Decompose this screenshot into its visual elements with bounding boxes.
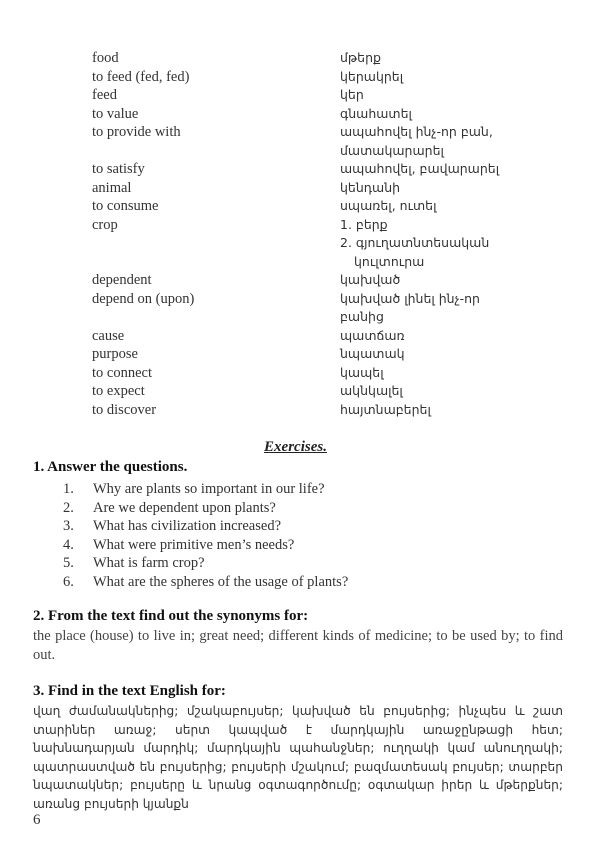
vocabulary-armenian-line: կեր: [340, 87, 364, 102]
vocabulary-row: [92, 68, 552, 87]
vocabulary-armenian-line: կապել: [340, 364, 384, 380]
vocabulary-english: to expect: [92, 383, 145, 399]
exercises-title: [0, 439, 607, 456]
question-list: [63, 480, 348, 591]
vocabulary-armenian: [340, 49, 552, 68]
question-number: 5.: [63, 555, 74, 571]
vocabulary-row: [92, 86, 552, 105]
vocabulary-armenian: [340, 290, 552, 327]
vocabulary-english: crop: [92, 216, 118, 233]
vocabulary-armenian: [340, 123, 552, 160]
question-text: What is farm crop?: [93, 555, 205, 571]
vocabulary-armenian: [340, 105, 552, 124]
vocabulary-english: to value: [92, 105, 139, 122]
vocabulary-armenian: [340, 86, 552, 105]
vocabulary-english: dependent: [92, 272, 152, 288]
vocabulary-row: [92, 290, 552, 327]
vocabulary-row: [92, 49, 552, 68]
vocabulary-row: [92, 197, 552, 216]
exercise-2-heading: 2. From the text find out the synonyms for:: [33, 608, 309, 624]
exercise-3-body: վաղ ժամանակներից; մշակաբույսեր; կախված են բույսերից; ինչպես և շատ տարիներ առաջ; սերտ կապված է մարդկային առաջընթացի հետ; նախնադարյան մարդիկ; մարդկային պահանջներ; ուղղակի կամ անուղղակի; պատրաստված են բույսերից; բույսերի մշակում; բազմատեսակ բույսեր; տարբեր նպատակներ; բույսերը և նրանց օգտագործումը; օգտակար իրեր և մթերքներ; առանց բույսերի կյանքն: [33, 704, 563, 811]
vocabulary-armenian: [340, 327, 552, 346]
exercise-2-body: the place (house) to live in; great need; different kinds of medicine; to be used by; to find out.: [33, 628, 563, 663]
vocabulary-english: to satisfy: [92, 161, 145, 177]
vocabulary-armenian-line: պատճառ: [340, 327, 405, 343]
vocabulary-armenian: [340, 68, 552, 87]
vocabulary-armenian-line: կերակրել: [340, 68, 404, 84]
question-number: 6.: [63, 573, 74, 590]
vocabulary-row: [92, 271, 552, 290]
question-number: 1.: [63, 481, 74, 497]
question-number: 2.: [63, 499, 74, 516]
vocabulary-armenian-line: մատակարարել: [340, 142, 444, 158]
vocabulary-english: feed: [92, 87, 117, 103]
vocabulary-armenian-line: կախված: [340, 272, 401, 287]
exercises-title-text: Exercises.: [264, 439, 327, 455]
vocabulary-armenian-line: սպառել, ուտել: [340, 198, 437, 213]
vocabulary-english: purpose: [92, 346, 138, 362]
vocabulary-armenian-line: 1. բերք: [340, 216, 388, 232]
vocabulary-english: to provide with: [92, 124, 181, 140]
vocabulary-list: [92, 49, 552, 419]
question-text: Why are plants so important in our life?: [93, 481, 325, 497]
vocabulary-row: [92, 327, 552, 346]
question-item: [63, 554, 348, 573]
vocabulary-row: [92, 105, 552, 124]
vocabulary-row: [92, 364, 552, 383]
vocabulary-row: [92, 345, 552, 364]
question-item: [63, 480, 348, 499]
vocabulary-row: [92, 216, 552, 272]
vocabulary-armenian-line: գնահատել: [340, 105, 412, 121]
vocabulary-armenian-line: կենդանի: [340, 179, 401, 195]
vocabulary-armenian: [340, 160, 552, 179]
question-item: [63, 536, 348, 555]
vocabulary-row: [92, 123, 552, 160]
vocabulary-armenian: [340, 271, 552, 290]
vocabulary-armenian-line: կուլտուրա: [354, 253, 425, 269]
vocabulary-armenian-line: մթերք: [340, 50, 381, 65]
vocabulary-english: to discover: [92, 401, 157, 418]
vocabulary-armenian-line: ակնկալել: [340, 383, 403, 398]
question-number: 3.: [63, 518, 74, 534]
vocabulary-armenian: [340, 382, 552, 401]
vocabulary-armenian: [340, 401, 552, 420]
question-text: What has civilization increased?: [93, 518, 282, 534]
vocabulary-armenian-line: կախված լինել ինչ-որ: [340, 290, 480, 306]
vocabulary-armenian-line: 2. գյուղատնտեսական: [340, 235, 490, 250]
vocabulary-english: to consume: [92, 198, 159, 214]
question-number: 4.: [63, 536, 74, 553]
vocabulary-english: cause: [92, 327, 125, 344]
vocabulary-armenian-line: ապահովել ինչ-որ բան,: [340, 124, 493, 139]
question-text: Are we dependent upon plants?: [93, 499, 276, 516]
page-number: 6: [33, 812, 41, 828]
question-text: What were primitive men’s needs?: [93, 536, 295, 553]
vocabulary-armenian: [340, 364, 552, 383]
vocabulary-english: animal: [92, 179, 132, 196]
vocabulary-armenian-line: հայտնաբերել: [340, 401, 431, 417]
question-item: [63, 573, 348, 592]
vocabulary-armenian: [340, 216, 552, 272]
vocabulary-english: food: [92, 50, 119, 66]
question-item: [63, 499, 348, 518]
vocabulary-armenian: [340, 179, 552, 198]
question-item: [63, 517, 348, 536]
vocabulary-row: [92, 401, 552, 420]
vocabulary-row: [92, 179, 552, 198]
vocabulary-row: [92, 160, 552, 179]
vocabulary-armenian: [340, 197, 552, 216]
exercise-3-heading: 3. Find in the text English for:: [33, 683, 226, 699]
vocabulary-english: to feed (fed, fed): [92, 68, 190, 85]
vocabulary-armenian-line: բանից: [340, 309, 384, 324]
vocabulary-armenian-line: նպատակ: [340, 346, 405, 361]
vocabulary-english: to connect: [92, 364, 152, 381]
question-text: What are the spheres of the usage of plants?: [93, 573, 349, 590]
vocabulary-row: [92, 382, 552, 401]
vocabulary-armenian: [340, 345, 552, 364]
vocabulary-english: depend on (upon): [92, 290, 195, 307]
vocabulary-armenian-line: ապահովել, բավարարել: [340, 161, 500, 176]
exercise-1-heading: 1. Answer the questions.: [33, 459, 188, 475]
